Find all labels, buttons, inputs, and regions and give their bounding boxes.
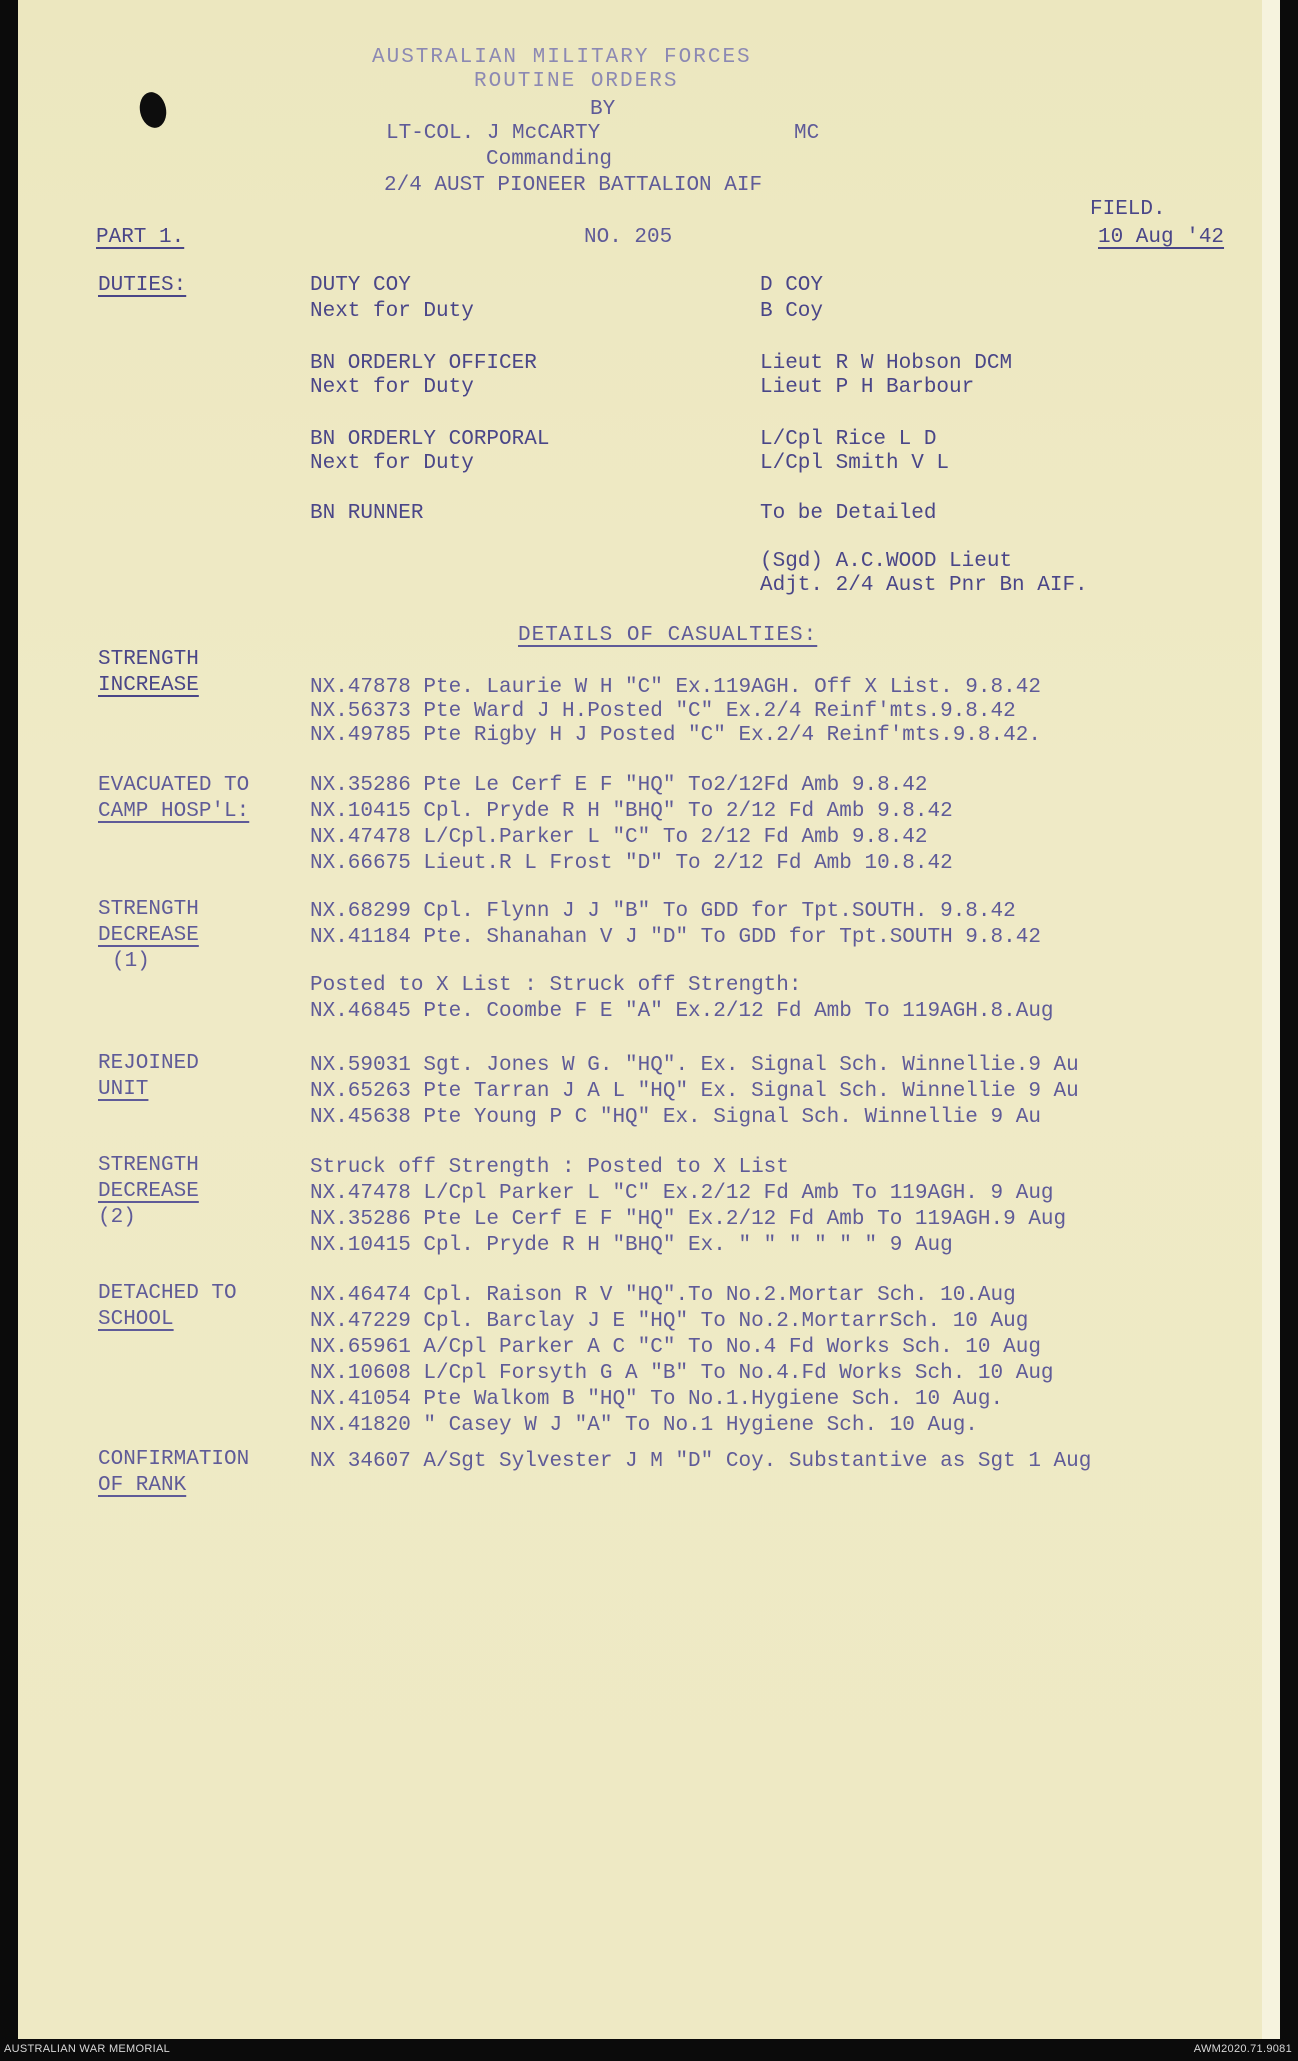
- casualty-line: NX.35286 Pte Le Cerf E F "HQ" Ex.2/12 Fd Amb To 119AGH.9 Aug: [310, 1208, 1067, 1231]
- duty-value: To be Detailed: [760, 502, 937, 525]
- signature-line-1: (Sgd) A.C.WOOD Lieut: [760, 550, 1013, 573]
- duty-label: BN ORDERLY CORPORAL: [310, 428, 550, 451]
- signature-line-2: Adjt. 2/4 Aust Pnr Bn AIF.: [760, 574, 1088, 597]
- duty-value: B Coy: [760, 300, 824, 323]
- duty-label: BN RUNNER: [310, 502, 424, 525]
- casualty-line: NX.65961 A/Cpl Parker A C "C" To No.4 Fd Works Sch. 10 Aug: [310, 1336, 1041, 1359]
- casualty-line: NX.66675 Lieut.R L Frost "D" To 2/12 Fd Amb 10.8.42: [310, 852, 953, 875]
- duty-label: DUTY COY: [310, 274, 411, 297]
- duty-value: L/Cpl Smith V L: [760, 452, 950, 475]
- section-heading: SCHOOL: [98, 1308, 174, 1331]
- section-heading: DECREASE: [98, 1180, 199, 1203]
- header-decoration: MC: [794, 122, 820, 145]
- casualty-line: NX.65263 Pte Tarran J A L "HQ" Ex. Signal Sch. Winnellie 9 Au: [310, 1080, 1079, 1103]
- part-label: PART 1.: [96, 226, 185, 249]
- casualty-line: NX.47229 Cpl. Barclay J E "HQ" To No.2.MortarrSch. 10 Aug: [310, 1310, 1029, 1333]
- duty-label: BN ORDERLY OFFICER: [310, 352, 537, 375]
- header-commanding: Commanding: [486, 148, 613, 171]
- duty-value: D COY: [760, 274, 824, 297]
- casualty-line: NX.59031 Sgt. Jones W G. "HQ". Ex. Signal Sch. Winnellie.9 Au: [310, 1054, 1079, 1077]
- section-heading: EVACUATED TO: [98, 774, 250, 797]
- header-commander: LT-COL. J McCARTY: [386, 122, 601, 145]
- casualties-title: DETAILS OF CASUALTIES:: [518, 624, 818, 647]
- casualty-line: NX.46845 Pte. Coombe F E "A" Ex.2/12 Fd Amb To 119AGH.8.Aug: [310, 1000, 1054, 1023]
- casualty-line: NX.49785 Pte Rigby H J Posted "C" Ex.2/4 Reinf'mts.9.8.42.: [310, 724, 1041, 747]
- duties-heading: DUTIES:: [98, 274, 187, 297]
- casualty-line: NX.56373 Pte Ward J H.Posted "C" Ex.2/4 Reinf'mts.9.8.42: [310, 700, 1016, 723]
- casualty-line: NX.45638 Pte Young P C "HQ" Ex. Signal Sch. Winnellie 9 Au: [310, 1106, 1041, 1129]
- document-page: [18, 0, 1280, 2039]
- casualty-line: NX.41054 Pte Walkom B "HQ" To No.1.Hygiene Sch. 10 Aug.: [310, 1388, 1004, 1411]
- section-heading: INCREASE: [98, 674, 199, 697]
- section-heading: (2): [98, 1206, 136, 1229]
- header-unit: 2/4 AUST PIONEER BATTALION AIF: [384, 174, 763, 197]
- section-heading: OF RANK: [98, 1474, 187, 1497]
- duty-value: Lieut P H Barbour: [760, 376, 975, 399]
- casualty-line: NX.10415 Cpl. Pryde R H "BHQ" Ex. " " " " " " 9 Aug: [310, 1234, 953, 1257]
- casualty-line: NX.10415 Cpl. Pryde R H "BHQ" To 2/12 Fd Amb 9.8.42: [310, 800, 953, 823]
- casualty-line: NX.46474 Cpl. Raison R V "HQ".To No.2.Mortar Sch. 10.Aug: [310, 1284, 1016, 1307]
- footer-credit: AUSTRALIAN WAR MEMORIAL: [4, 2043, 171, 2055]
- section-heading: CAMP HOSP'L:: [98, 800, 250, 823]
- section-heading: STRENGTH: [98, 1154, 199, 1177]
- duty-label: Next for Duty: [310, 300, 474, 323]
- section-heading: REJOINED: [98, 1052, 199, 1075]
- header-line-3: BY: [590, 98, 616, 121]
- section-heading: DETACHED TO: [98, 1282, 237, 1305]
- section-heading: STRENGTH: [98, 648, 199, 671]
- duty-value: L/Cpl Rice L D: [760, 428, 937, 451]
- footer-accession-number: AWM2020.71.9081: [1193, 2043, 1292, 2055]
- section-heading: STRENGTH: [98, 898, 199, 921]
- header-line-2: ROUTINE ORDERS: [474, 70, 679, 93]
- section-heading: UNIT: [98, 1078, 149, 1101]
- casualty-line: NX.41184 Pte. Shanahan V J "D" To GDD for Tpt.SOUTH 9.8.42: [310, 926, 1041, 949]
- casualty-line: NX 34607 A/Sgt Sylvester J M "D" Coy. Substantive as Sgt 1 Aug: [310, 1450, 1092, 1473]
- duty-value: Lieut R W Hobson DCM: [760, 352, 1013, 375]
- subheading: Posted to X List : Struck off Strength:: [310, 974, 802, 997]
- casualty-line: NX.68299 Cpl. Flynn J J "B" To GDD for Tpt.SOUTH. 9.8.42: [310, 900, 1016, 923]
- section-heading: (1): [112, 950, 150, 973]
- duty-label: Next for Duty: [310, 452, 474, 475]
- subheading: Struck off Strength : Posted to X List: [310, 1156, 789, 1179]
- header-field: FIELD.: [1090, 198, 1166, 221]
- section-heading: DECREASE: [98, 924, 199, 947]
- casualty-line: NX.47478 L/Cpl.Parker L "C" To 2/12 Fd Amb 9.8.42: [310, 826, 928, 849]
- header-line-1: AUSTRALIAN MILITARY FORCES: [372, 46, 752, 69]
- order-date: 10 Aug '42: [1098, 226, 1225, 249]
- duty-label: Next for Duty: [310, 376, 474, 399]
- page-edge: [1262, 0, 1280, 2039]
- punch-hole: [137, 90, 170, 131]
- casualty-line: NX.47878 Pte. Laurie W H "C" Ex.119AGH. Off X List. 9.8.42: [310, 676, 1041, 699]
- casualty-line: NX.10608 L/Cpl Forsyth G A "B" To No.4.Fd Works Sch. 10 Aug: [310, 1362, 1054, 1385]
- section-heading: CONFIRMATION: [98, 1448, 250, 1471]
- order-number: NO. 205: [584, 226, 673, 249]
- casualty-line: NX.35286 Pte Le Cerf E F "HQ" To2/12Fd Amb 9.8.42: [310, 774, 928, 797]
- casualty-line: NX.47478 L/Cpl Parker L "C" Ex.2/12 Fd Amb To 119AGH. 9 Aug: [310, 1182, 1054, 1205]
- casualty-line: NX.41820 " Casey W J "A" To No.1 Hygiene Sch. 10 Aug.: [310, 1414, 978, 1437]
